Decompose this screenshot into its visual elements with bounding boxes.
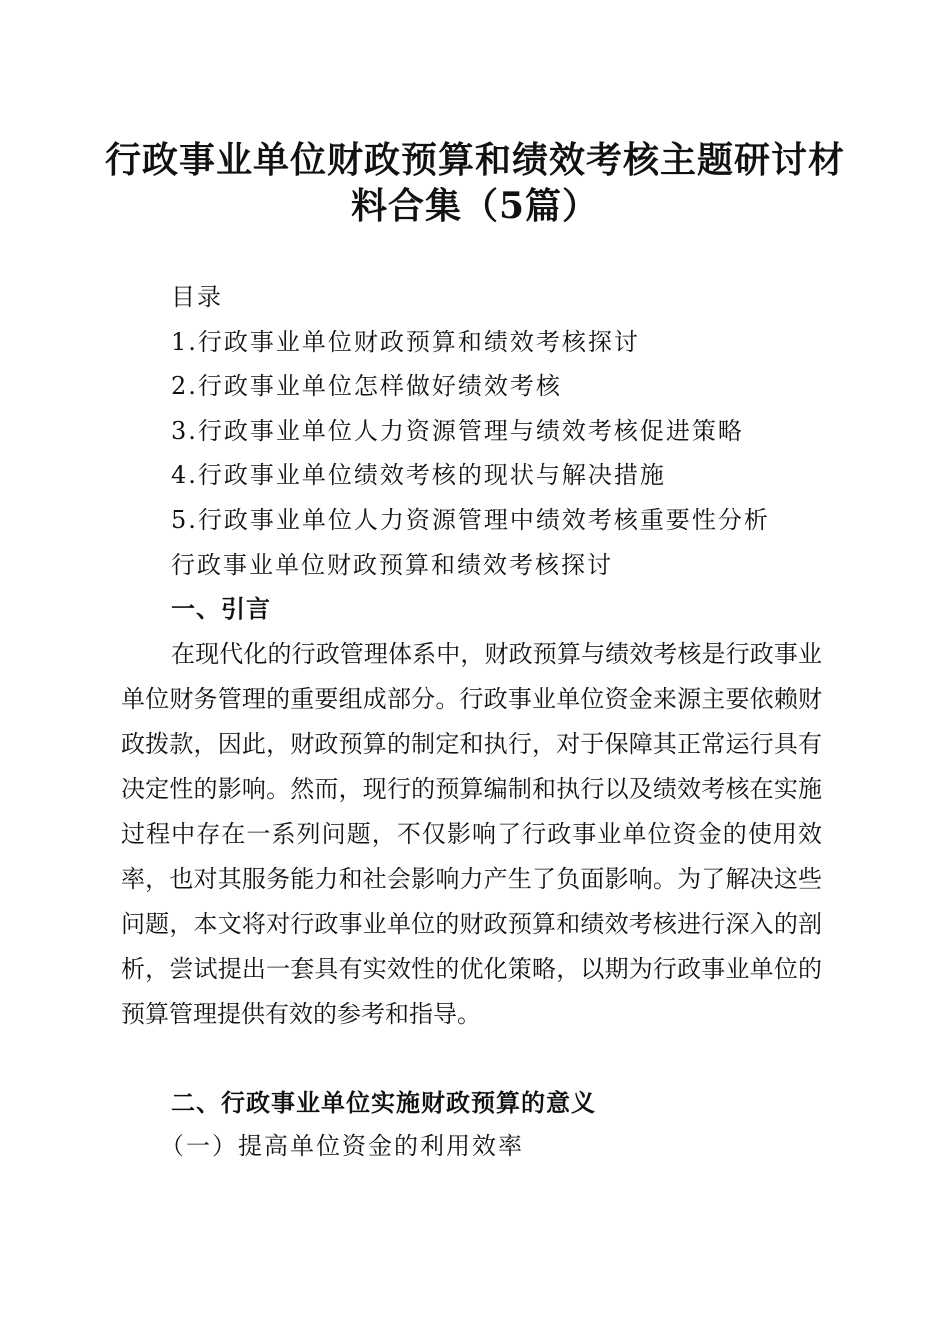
document-title-line-2: 料合集（5篇） bbox=[350, 185, 600, 227]
toc-item-5: 5.行政事业单位人力资源管理中绩效考核重要性分析 bbox=[171, 506, 770, 534]
toc-item-4: 4.行政事业单位绩效考核的现状与解决措施 bbox=[171, 461, 666, 489]
article-title: 行政事业单位财政预算和绩效考核探讨 bbox=[171, 551, 613, 579]
section-1-heading: 一、引言 bbox=[171, 595, 271, 623]
toc-label: 目录 bbox=[171, 283, 223, 311]
toc-item-2: 2.行政事业单位怎样做好绩效考核 bbox=[171, 372, 562, 400]
toc-item-3: 3.行政事业单位人力资源管理与绩效考核促进策略 bbox=[171, 417, 744, 445]
document-title-line-1: 行政事业单位财政预算和绩效考核主题研讨材 bbox=[104, 139, 845, 181]
section-1-paragraph: 在现代化的行政管理体系中，财政预算与绩效考核是行政事业单位财务管理的重要组成部分。行政事业单位资金来源主要依赖财政拨款，因此，财政预算的制定和执行，对于保障其正常运行具有决定性的影响。然而，现行的预算编制和执行以及绩效考核在实施过程中存在一系列问题，不仅影响了行政事业单位资金的使用效率，也对其服务能力和社会影响力产生了负面影响。为了解决这些问题，本文将对行政事业单位的财政预算和绩效考核进行深入的剖析，尝试提出一套具有实效性的优化策略，以期为行政事业单位的预算管理提供有效的参考和指导。 bbox=[121, 640, 822, 1028]
toc-item-1: 1.行政事业单位财政预算和绩效考核探讨 bbox=[171, 328, 640, 356]
section-2-subheading-1: （一）提高单位资金的利用效率 bbox=[160, 1132, 524, 1160]
section-2-heading: 二、行政事业单位实施财政预算的意义 bbox=[171, 1089, 596, 1117]
